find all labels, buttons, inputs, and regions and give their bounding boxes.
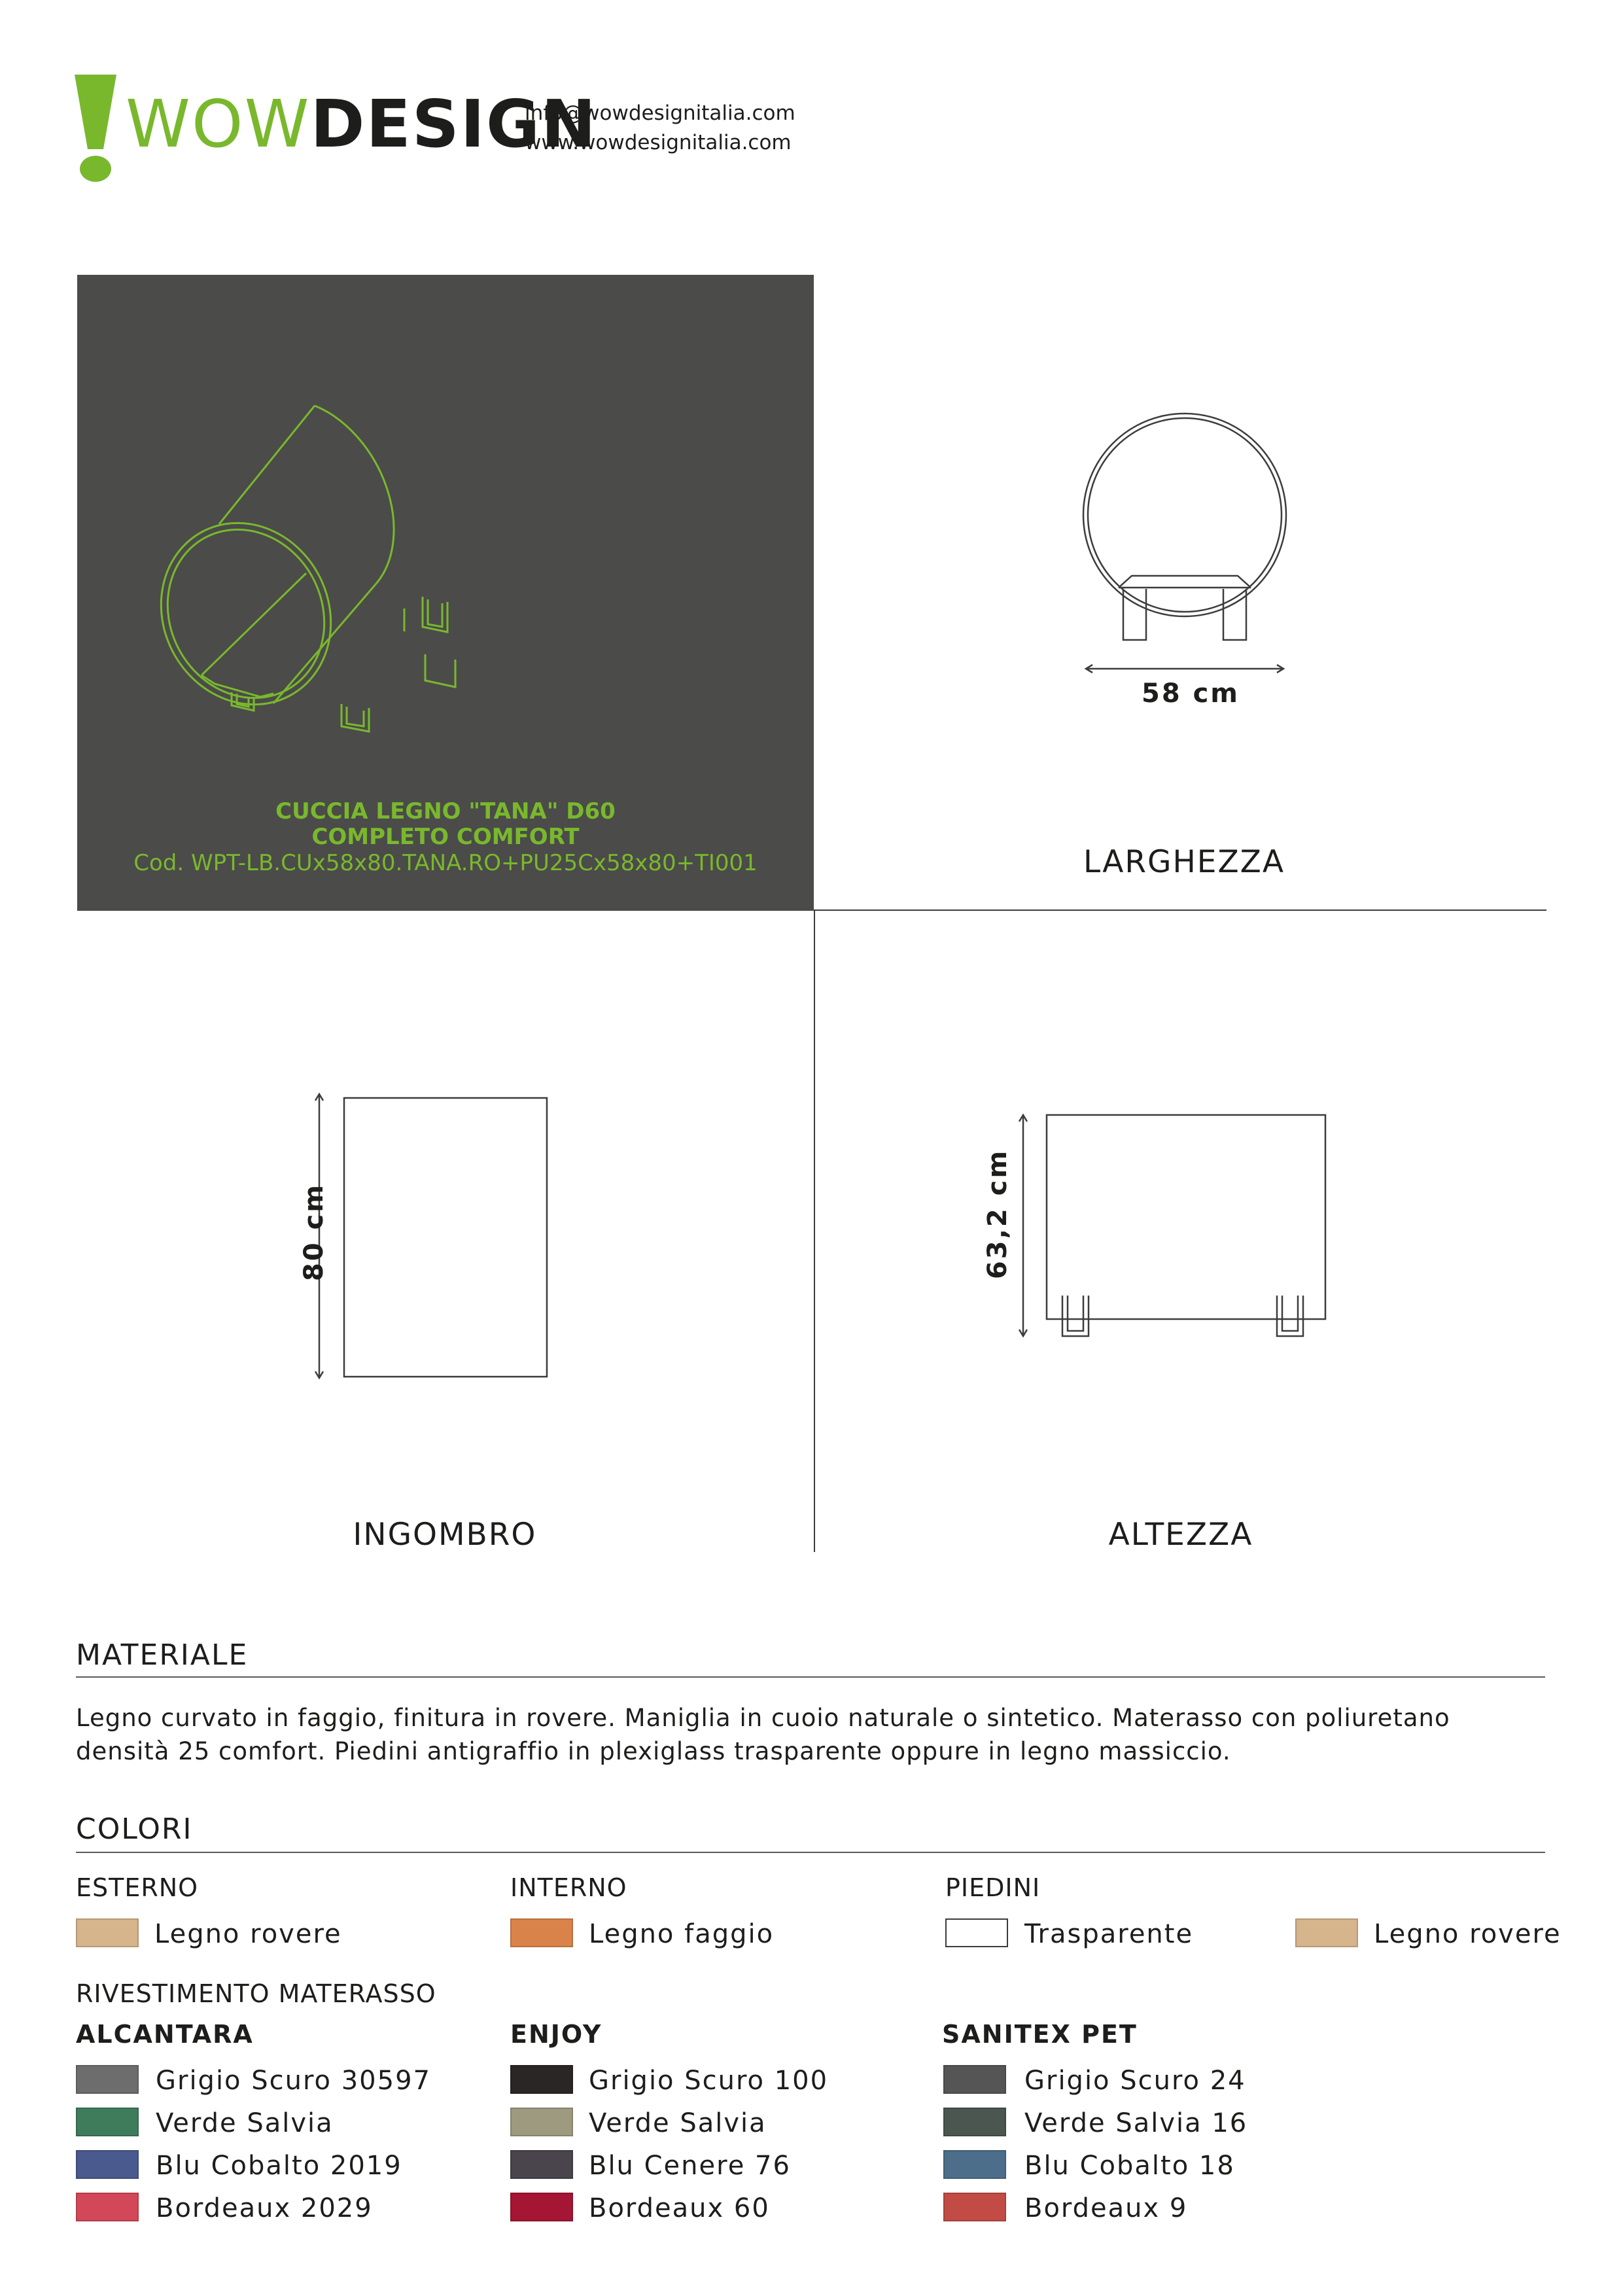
side-view-drawing: [1007, 1099, 1348, 1413]
grid-rule-vertical: [814, 910, 815, 1552]
width-dimension: 58 cm: [1142, 679, 1240, 709]
colori-title: COLORI: [76, 1812, 193, 1846]
alcantara-title: ALCANTARA: [76, 2020, 254, 2049]
swatch-label: Legno rovere: [1374, 1919, 1562, 1949]
interno-title: INTERNO: [510, 1873, 627, 1902]
swatch-sanitex-bordeaux[interactable]: [943, 2193, 1006, 2221]
swatch-alcantara-blu[interactable]: [76, 2150, 139, 2179]
swatch-alcantara-grigio[interactable]: [76, 2065, 139, 2094]
swatch-label: Legno rovere: [154, 1919, 342, 1949]
product-code: Cod. WPT-LB.CUx58x80.TANA.RO+PU25Cx58x80+TI001: [133, 850, 758, 876]
swatch-label: Bordeaux 9: [1024, 2193, 1188, 2223]
swatch-label: Bordeaux 60: [589, 2193, 770, 2223]
swatch-sanitex-verde[interactable]: [943, 2108, 1006, 2136]
swatch-label: Verde Salvia: [589, 2108, 767, 2138]
swatch-piedini-trasparente[interactable]: [945, 1918, 1008, 1947]
swatch-label: Blu Cobalto 18: [1024, 2151, 1235, 2181]
swatch-label: Trasparente: [1024, 1919, 1194, 1949]
rivestimento-title: RIVESTIMENTO MATERASSO: [76, 1979, 436, 2008]
swatch-label: Grigio Scuro 100: [589, 2066, 829, 2096]
swatch-enjoy-verde[interactable]: [510, 2108, 573, 2136]
materiale-title: MATERIALE: [76, 1638, 249, 1672]
colori-rule: [76, 1852, 1545, 1853]
swatch-label: Legno faggio: [589, 1919, 775, 1949]
esterno-title: ESTERNO: [76, 1873, 199, 1902]
contact-email[interactable]: info@wowdesignitalia.com: [525, 101, 795, 125]
swatch-sanitex-blu[interactable]: [943, 2150, 1006, 2179]
materiale-description: Legno curvato in faggio, finitura in rovere. Maniglia in cuoio naturale o sintetico. Materasso con poliuretano densità 25 comfort. Piedini antigraffio in plexiglass trasparente oppure in legno massiccio.: [76, 1704, 1450, 1765]
product-title-line2: COMPLETO COMFORT: [311, 824, 580, 850]
enjoy-title: ENJOY: [510, 2020, 602, 2049]
swatch-piedini-rovere[interactable]: [1295, 1918, 1358, 1947]
piedini-title: PIEDINI: [945, 1873, 1041, 1902]
swatch-sanitex-grigio[interactable]: [943, 2065, 1006, 2094]
swatch-label: Blu Cobalto 2019: [156, 2151, 402, 2181]
logo-exclamation-icon: [71, 72, 120, 183]
front-view-drawing: [1066, 412, 1315, 687]
brand-suffix: DESIGN: [310, 86, 597, 162]
ingombro-label: INGOMBRO: [353, 1517, 537, 1553]
swatch-interno-faggio[interactable]: [510, 1918, 573, 1947]
swatch-esterno-rovere[interactable]: [76, 1918, 139, 1947]
sanitex-title: SANITEX PET: [942, 2020, 1138, 2049]
swatch-enjoy-grigio[interactable]: [510, 2065, 573, 2094]
swatch-label: Grigio Scuro 30597: [156, 2066, 431, 2096]
swatch-alcantara-verde[interactable]: [76, 2108, 139, 2136]
swatch-label: Grigio Scuro 24: [1024, 2066, 1246, 2096]
grid-rule-horizontal: [814, 910, 1546, 911]
swatch-alcantara-bordeaux[interactable]: [76, 2193, 139, 2221]
altezza-label: ALTEZZA: [1108, 1517, 1253, 1553]
product-panel: [77, 275, 814, 911]
materiale-rule: [76, 1676, 1545, 1678]
top-view-drawing: [307, 1086, 556, 1387]
height-dimension: 63,2 cm: [983, 1148, 1013, 1279]
swatch-enjoy-blu[interactable]: [510, 2150, 573, 2179]
swatch-label: Verde Salvia: [156, 2108, 334, 2138]
swatch-label: Blu Cenere 76: [589, 2151, 791, 2181]
product-title-line1: CUCCIA LEGNO "TANA" D60: [275, 798, 616, 824]
swatch-enjoy-bordeaux[interactable]: [510, 2193, 573, 2221]
larghezza-label: LARGHEZZA: [1083, 844, 1285, 880]
brand-prefix: WOW: [126, 86, 311, 162]
swatch-label: Verde Salvia 16: [1024, 2108, 1248, 2138]
contact-website[interactable]: www.wowdesignitalia.com: [525, 131, 792, 154]
depth-dimension: 80 cm: [299, 1183, 329, 1281]
swatch-label: Bordeaux 2029: [156, 2193, 373, 2223]
